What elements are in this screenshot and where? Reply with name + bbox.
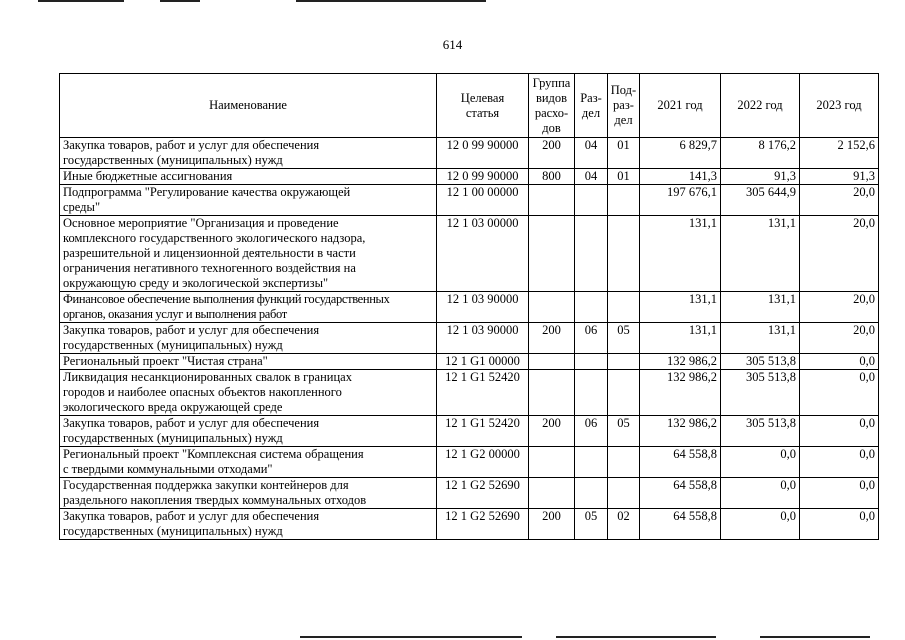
cell-subsection bbox=[608, 447, 640, 478]
cell-subsection bbox=[608, 370, 640, 416]
cell-name: Закупка товаров, работ и услуг для обеспечения государственных (муниципальных) нужд bbox=[60, 509, 437, 540]
cell-section bbox=[575, 216, 608, 292]
cell-subsection bbox=[608, 185, 640, 216]
table-row bbox=[60, 216, 879, 292]
cell-2023: 0,0 bbox=[800, 416, 879, 447]
cell-2021: 197 676,1 bbox=[640, 185, 721, 216]
cell-2021: 132 986,2 bbox=[640, 354, 721, 370]
cell-subsection bbox=[608, 292, 640, 323]
cell-target: 12 1 G2 52690 bbox=[437, 478, 529, 509]
cell-group: 200 bbox=[529, 138, 575, 169]
scan-mark bbox=[296, 0, 486, 2]
cell-target: 12 1 G1 52420 bbox=[437, 416, 529, 447]
cell-name: Финансовое обеспечение выполнения функций государственных органов, оказания услуг и выполнения работ bbox=[60, 292, 437, 323]
cell-subsection bbox=[608, 216, 640, 292]
cell-2022: 0,0 bbox=[721, 478, 800, 509]
page-number: 614 bbox=[442, 37, 463, 52]
cell-2021: 131,1 bbox=[640, 323, 721, 354]
cell-section bbox=[575, 447, 608, 478]
cell-target: 12 1 03 90000 bbox=[437, 292, 529, 323]
cell-group: 800 bbox=[529, 169, 575, 185]
header-section: Раз- дел bbox=[575, 74, 608, 138]
cell-target: 12 0 99 90000 bbox=[437, 138, 529, 169]
header-2021: 2021 год bbox=[640, 74, 721, 138]
cell-2021: 131,1 bbox=[640, 292, 721, 323]
table-row bbox=[60, 370, 879, 416]
scan-mark bbox=[556, 636, 716, 638]
cell-target: 12 1 03 00000 bbox=[437, 216, 529, 292]
scan-mark bbox=[300, 636, 522, 638]
cell-2021: 64 558,8 bbox=[640, 478, 721, 509]
cell-section: 04 bbox=[575, 169, 608, 185]
cell-name: Региональный проект "Комплексная система обращения с твердыми коммунальными отходами" bbox=[60, 447, 437, 478]
cell-section: 04 bbox=[575, 138, 608, 169]
table-row bbox=[60, 354, 879, 370]
cell-2021: 6 829,7 bbox=[640, 138, 721, 169]
cell-2023: 20,0 bbox=[800, 216, 879, 292]
cell-group bbox=[529, 370, 575, 416]
cell-target: 12 1 03 90000 bbox=[437, 323, 529, 354]
cell-2023: 20,0 bbox=[800, 323, 879, 354]
cell-subsection: 01 bbox=[608, 169, 640, 185]
cell-2022: 131,1 bbox=[721, 216, 800, 292]
cell-section: 05 bbox=[575, 509, 608, 540]
cell-section bbox=[575, 354, 608, 370]
budget-table bbox=[59, 73, 879, 540]
scan-mark bbox=[38, 0, 124, 2]
cell-group bbox=[529, 478, 575, 509]
cell-2023: 0,0 bbox=[800, 354, 879, 370]
cell-section bbox=[575, 292, 608, 323]
cell-name: Закупка товаров, работ и услуг для обеспечения государственных (муниципальных) нужд bbox=[60, 138, 437, 169]
header-expense-group: Группа видов расхо- дов bbox=[529, 74, 575, 138]
cell-group bbox=[529, 447, 575, 478]
cell-2023: 20,0 bbox=[800, 185, 879, 216]
cell-target: 12 1 G2 52690 bbox=[437, 509, 529, 540]
cell-name: Подпрограмма "Регулирование качества окружающей среды" bbox=[60, 185, 437, 216]
cell-subsection: 01 bbox=[608, 138, 640, 169]
cell-2021: 132 986,2 bbox=[640, 370, 721, 416]
table-row bbox=[60, 447, 879, 478]
cell-group: 200 bbox=[529, 323, 575, 354]
cell-target: 12 1 00 00000 bbox=[437, 185, 529, 216]
cell-section bbox=[575, 185, 608, 216]
cell-2022: 305 513,8 bbox=[721, 370, 800, 416]
scan-mark bbox=[760, 636, 870, 638]
cell-2021: 64 558,8 bbox=[640, 447, 721, 478]
cell-group bbox=[529, 185, 575, 216]
cell-group bbox=[529, 292, 575, 323]
cell-2022: 91,3 bbox=[721, 169, 800, 185]
table-row bbox=[60, 323, 879, 354]
cell-name: Основное мероприятие "Организация и проведение комплексного государственного экологического надзора, разрешительной и лицензионной деятельности в части ограничения негативного техногенного воздействия на окружающую среду и экологической экспертизы" bbox=[60, 216, 437, 292]
cell-2022: 131,1 bbox=[721, 323, 800, 354]
cell-2021: 141,3 bbox=[640, 169, 721, 185]
cell-subsection: 05 bbox=[608, 416, 640, 447]
cell-2022: 305 513,8 bbox=[721, 416, 800, 447]
table-row bbox=[60, 416, 879, 447]
cell-section bbox=[575, 370, 608, 416]
cell-name: Закупка товаров, работ и услуг для обеспечения государственных (муниципальных) нужд bbox=[60, 416, 437, 447]
cell-2021: 131,1 bbox=[640, 216, 721, 292]
cell-2023: 0,0 bbox=[800, 478, 879, 509]
cell-target: 12 1 G2 00000 bbox=[437, 447, 529, 478]
cell-section: 06 bbox=[575, 323, 608, 354]
cell-name: Ликвидация несанкционированных свалок в границах городов и наиболее опасных объектов накопленного экологического вреда окружающей среде bbox=[60, 370, 437, 416]
cell-2022: 0,0 bbox=[721, 509, 800, 540]
cell-name: Закупка товаров, работ и услуг для обеспечения государственных (муниципальных) нужд bbox=[60, 323, 437, 354]
header-2022: 2022 год bbox=[721, 74, 800, 138]
header-name: Наименование bbox=[60, 74, 437, 138]
cell-2023: 2 152,6 bbox=[800, 138, 879, 169]
cell-name: Иные бюджетные ассигнования bbox=[60, 169, 437, 185]
table-row bbox=[60, 138, 879, 169]
cell-2023: 0,0 bbox=[800, 509, 879, 540]
header-target-article: Целевая статья bbox=[437, 74, 529, 138]
cell-subsection bbox=[608, 478, 640, 509]
cell-group: 200 bbox=[529, 509, 575, 540]
cell-target: 12 1 G1 00000 bbox=[437, 354, 529, 370]
table-header-row bbox=[60, 74, 879, 138]
table-row bbox=[60, 185, 879, 216]
header-2023: 2023 год bbox=[800, 74, 879, 138]
table-row bbox=[60, 509, 879, 540]
cell-2023: 0,0 bbox=[800, 370, 879, 416]
cell-section: 06 bbox=[575, 416, 608, 447]
cell-name: Государственная поддержка закупки контейнеров для раздельного накопления твердых коммунальных отходов bbox=[60, 478, 437, 509]
cell-2021: 64 558,8 bbox=[640, 509, 721, 540]
cell-group bbox=[529, 354, 575, 370]
cell-section bbox=[575, 478, 608, 509]
cell-subsection: 05 bbox=[608, 323, 640, 354]
table-row bbox=[60, 478, 879, 509]
cell-2022: 305 644,9 bbox=[721, 185, 800, 216]
scan-mark bbox=[160, 0, 200, 2]
cell-2022: 8 176,2 bbox=[721, 138, 800, 169]
cell-target: 12 0 99 90000 bbox=[437, 169, 529, 185]
cell-2022: 131,1 bbox=[721, 292, 800, 323]
cell-2023: 91,3 bbox=[800, 169, 879, 185]
header-subsection: Под- раз- дел bbox=[608, 74, 640, 138]
cell-2022: 0,0 bbox=[721, 447, 800, 478]
cell-2021: 132 986,2 bbox=[640, 416, 721, 447]
cell-group: 200 bbox=[529, 416, 575, 447]
cell-group bbox=[529, 216, 575, 292]
cell-2022: 305 513,8 bbox=[721, 354, 800, 370]
table-row bbox=[60, 169, 879, 185]
cell-subsection: 02 bbox=[608, 509, 640, 540]
cell-target: 12 1 G1 52420 bbox=[437, 370, 529, 416]
cell-name: Региональный проект "Чистая страна" bbox=[60, 354, 437, 370]
cell-subsection bbox=[608, 354, 640, 370]
cell-2023: 0,0 bbox=[800, 447, 879, 478]
cell-2023: 20,0 bbox=[800, 292, 879, 323]
table-row bbox=[60, 292, 879, 323]
